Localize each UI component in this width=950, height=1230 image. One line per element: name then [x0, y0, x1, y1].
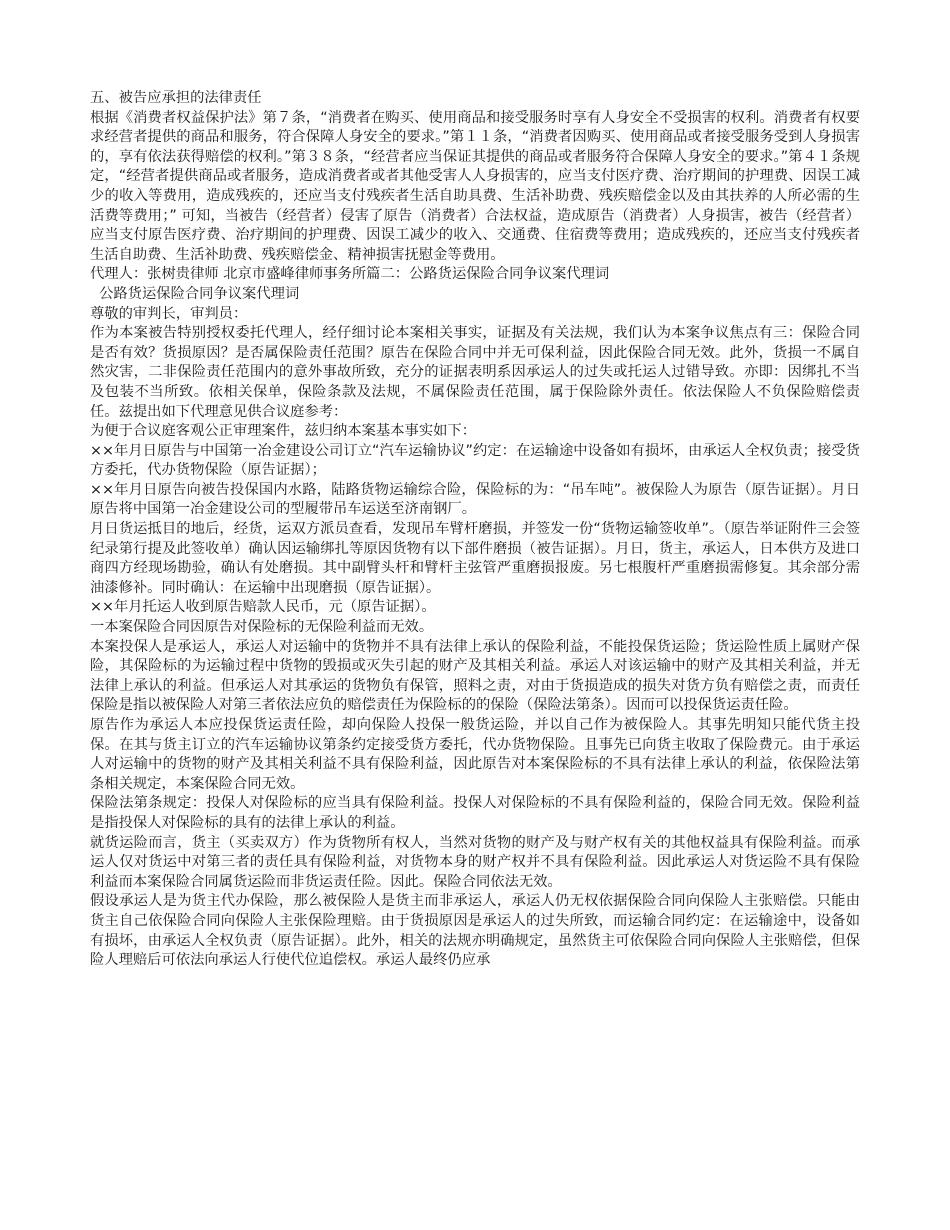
document-title: 公路货运保险合同争议案代理词	[90, 285, 300, 302]
paragraph-argument-5: 假设承运人是为货主代办保险，那么被保险人是货主而非承运人，承运人仍无权依据保险合同向保险人主张赔偿。只能由货主自己依保险合同向保险人主张保险理赔。由于货损原因是承运人的过失所致，而运输合同约定：在运输途中，设备如有损坏，由承运人全权负责（原告证据）。此外，相关的法规亦明确规定，虽然货主可依保险合同向保险人主张赔偿，但保险人理赔后可依法向承运人行使代位追偿权。承运人最终仍应承	[90, 893, 860, 969]
paragraph-facts-intro: 为便于合议庭客观公正审理案件，兹归纳本案基本事实如下：	[90, 423, 477, 440]
paragraph-argument-3: 保险法第条规定：投保人对保险标的应当具有保险利益。投保人对保险标的不具有保险利益的，保险合同无效。保险利益是指投保人对保险标的具有的法律上承认的利益。	[90, 795, 860, 831]
paragraph-argument-4: 就货运险而言，货主（买卖双方）作为货物所有权人，当然对货物的财产及与财产权有关的其他权益具有保险利益。而承运人仅对货运中对第三者的责任具有保险利益，对货物本身的财产权并不具有保险利益。因此承运人对货运险不具有保险利益而本案保险合同属货运险而非货运责任险。因此。保险合同依法无效。	[90, 834, 860, 890]
section-heading: 五、被告应承担的法律责任	[90, 90, 262, 106]
paragraph-argument-1: 本案投保人是承运人，承运人对运输中的货物并不具有法律上承认的保险利益，不能投保货运险；货运险性质上属财产保险，其保险标的为运输过程中货物的毁损或灭失引起的财产及其相关利益。承运人对该运输中的财产及其相关利益，并无法律上承认的利益。但承运人对其承运的货物负有保管，照料之责，对由于货损造成的损失对货方负有赔偿之责，而责任保险是指以被保险人对第三者依法应负的赔偿责任为保险标的的保险（保险法第条）。因而可以投保货运责任险。	[90, 638, 860, 714]
paragraph-attorney-signature: 代理人：张树贵律师 北京市盛峰律师事务所篇二：公路货运保险合同争议案代理词	[90, 266, 610, 283]
document-body	[90, 89, 860, 971]
paragraph-fact-3: 月日货运抵目的地后，经货，运双方派员查看，发现吊车臂杆磨损，并签发一份“货物运输签收单”。（原告举证附件三会签纪录第行提及此签收单）确认因运输绑扎等原因货物有以下部件磨损（被告证据）。月日，货主，承运人，日本供方及进口商四方经现场勘验，确认有处磨损。其中副臂头杆和臂杆主弦管严重磨损报废。另七根腹杆严重磨损需修复。其余部分需油漆修补。同时确认：在运输中出现磨损（原告证据）。	[90, 521, 860, 596]
paragraph-fact-1: ××年月日原告与中国第一冶金建设公司订立“汽车运输协议”约定：在运输途中设备如有损坏，由承运人全权负责；接受货方委托，代办货物保险（原告证据）；	[90, 442, 860, 479]
paragraph-argument-2: 原告作为承运人本应投保货运责任险，却向保险人投保一般货运险，并以自己作为被保险人。其事先明知只能代货主投保。在其与货主订立的汽车运输协议第条约定接受货方委托，代办货物保险。且事先已向货主收取了保险费元。由于承运人对运输中的货物的财产及其相关利益不具有保险利益，因此原告对本案保险标的不具有法律上承认的利益，依保险法第条相关规定，本案保险合同无效。	[90, 717, 860, 792]
salutation: 尊敬的审判长，审判员：	[90, 305, 248, 322]
paragraph-legal-basis: 根据《消费者权益保护法》第７条，“消费者在购买、使用商品和接受服务时享有人身安全不受损害的权利。消费者有权要求经营者提供的商品和服务，符合保障人身安全的要求。”第１１条，“消费者因购买、使用商品或者接受服务受到人身损害的，享有依法获得赔偿的权利。”第３８条，“经营者应当保证其提供的商品或者服务符合保障人身安全的要求。”第４１条规定，“经营者提供商品或者服务，造成消费者或者其他受害人人身损害的，应当支付医疗费、治疗期间的护理费、因误工减少的收入等费用，造成残疾的，还应当支付残疾者生活自助具费、生活补助费、残疾赔偿金以及由其扶养的人所必需的生活费等费用；” 可知，当被告（经营者）侵害了原告（消费者）合法权益，造成原告（消费者）人身损害，被告（经营者）应当支付原告医疗费、治疗期间的护理费、因误工减少的收入、交通费、住宿费等费用；造成残疾的，还应当支付残疾者生活自助费、生活补助费、残疾赔偿金、精神损害抚慰金等费用。	[90, 109, 860, 263]
subheading-contract-invalid: 一本案保险合同因原告对保险标的无保险利益而无效。	[90, 619, 434, 636]
paragraph-fact-2: ××年月日原告向被告投保国内水路，陆路货物运输综合险，保险标的为：“吊车吨”。被保险人为原告（原告证据）。月日原告将中国第一冶金建设公司的型履带吊车运送至济南钢厂。	[90, 481, 860, 518]
paragraph-introduction: 作为本案被告特别授权委托代理人，经仔细讨论本案相关事实，证据及有关法规，我们认为本案争议焦点有三：保险合同是否有效？货损原因？是否属保险责任范围？原告在保险合同中并无可保利益，因此保险合同无效。此外，货损一不属自然灾害，二非保险责任范围内的意外事故所致，充分的证据表明系因承运人的过失或托运人过错导致。亦即：因绑扎不当及包装不当所致。依相关保单，保险条款及法规，不属保险责任范围，属于保险除外责任。依法保险人不负保险赔偿责任。兹提出如下代理意见供合议庭参考：	[90, 325, 860, 420]
paragraph-fact-4: ××年月托运人收到原告赔款人民币，元（原告证据）。	[90, 599, 436, 616]
